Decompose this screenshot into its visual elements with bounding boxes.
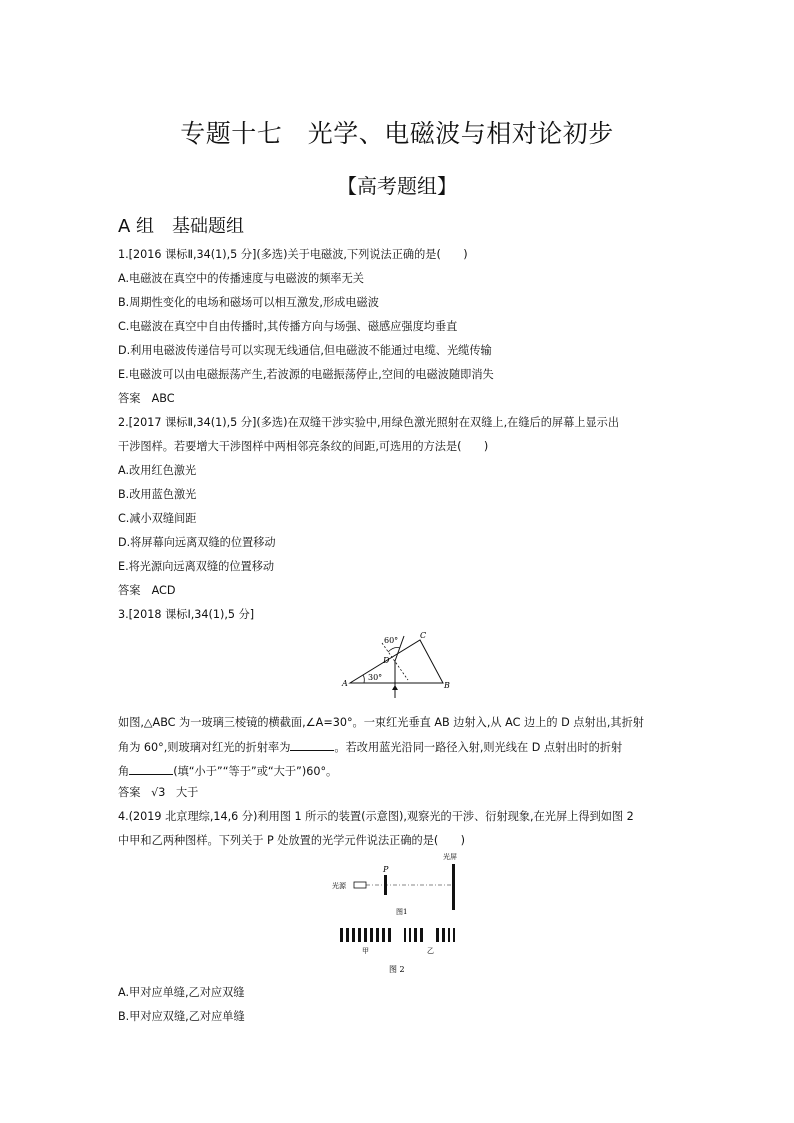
light-screen [452, 864, 455, 910]
q2-option-e: E.将光源向远离双缝的位置移动 [118, 560, 275, 573]
pattern-yi [404, 928, 455, 942]
q2-stem-line2: 干涉图样。若要增大干涉图样中两相邻亮条纹的间距,可选用的方法是( ) [118, 440, 489, 453]
q2-option-a: A.改用红色激光 [118, 464, 197, 477]
q3-stem: 3.[2018 课标Ⅰ,34(1),5 分] [118, 608, 255, 621]
q3-text-line2 [118, 740, 622, 755]
q2-stem-line1: 2.[2017 课标Ⅱ,34(1),5 分](多选)在双缝干涉实验中,用绿色激光照射在双缝上,在缝后的屏幕上显示出 [118, 416, 620, 429]
q3-answer-word: 大于 [175, 786, 199, 799]
q2-option-b: B.改用蓝色激光 [118, 488, 197, 501]
label-60: 60° [384, 636, 399, 645]
q1-option-b: B.周期性变化的电场和磁场可以相互激发,形成电磁波 [118, 296, 379, 309]
q3-answer [118, 786, 198, 800]
q4-option-a: A.甲对应单缝,乙对应双缝 [118, 986, 245, 999]
apparatus-figure-1 [330, 850, 470, 918]
q1-stem: 1.[2016 课标Ⅱ,34(1),5 分](多选)关于电磁波,下列说法正确的是( ) [118, 248, 468, 261]
q3-text-line2-a: 角为 60°,则玻璃对红光的折射率为 [118, 741, 291, 754]
label-d: D [383, 656, 390, 665]
fig1-caption: 图1 [396, 908, 408, 916]
label-30: 30° [368, 673, 383, 682]
label-a: A [342, 679, 348, 688]
q2-option-d: D.将屏幕向远离双缝的位置移动 [118, 536, 276, 549]
pattern-figure-2 [336, 922, 462, 978]
light-source [354, 882, 366, 888]
q3-answer-label: 答案 [118, 786, 141, 799]
q2-option-c: C.减小双缝间距 [118, 512, 197, 525]
fig2-caption: 图 2 [389, 965, 405, 974]
q1-option-c: C.电磁波在真空中自由传播时,其传播方向与场强、磁感应强度均垂直 [118, 320, 458, 333]
light-source-label: 光源 [332, 882, 346, 890]
group-heading: A 组 基础题组 [118, 216, 245, 237]
q1-option-a: A.电磁波在真空中的传播速度与电磁波的频率无关 [118, 272, 364, 285]
section-subtitle: 【高考题组】 [337, 174, 457, 198]
fill-blank-1 [290, 740, 334, 751]
pattern-jia [340, 928, 391, 942]
element-p [384, 875, 387, 895]
q1-answer: 答案 ABC [118, 392, 175, 405]
q3-text-line3 [118, 764, 337, 779]
q1-option-e: E.电磁波可以由电磁振荡产生,若波源的电磁振荡停止,空间的电磁波随即消失 [118, 368, 494, 381]
screen-label: 光屏 [443, 853, 457, 861]
fill-blank-2 [129, 764, 173, 775]
angle-30-arc [363, 675, 364, 683]
q1-option-d: D.利用电磁波传递信号可以实现无线通信,但电磁波不能通过电缆、光缆传输 [118, 344, 492, 357]
p-label: P [383, 865, 389, 874]
q3-text-line1: 如图,△ABC 为一玻璃三棱镜的横截面,∠A=30°。一束红光垂直 AB 边射入,从 AC 边上的 D 点射出,其折射 [118, 716, 644, 729]
q2-answer: 答案 ACD [118, 584, 176, 597]
label-yi: 乙 [427, 947, 434, 955]
page-title: 专题十七 光学、电磁波与相对论初步 [180, 119, 614, 148]
q4-stem-line1: 4.(2019 北京理综,14,6 分)利用图 1 所示的装置(示意图),观察光的干涉、衍射现象,在光屏上得到如图 2 [118, 810, 634, 823]
ray-arrow [392, 685, 398, 690]
label-b: B [444, 681, 450, 690]
label-jia: 甲 [362, 947, 369, 955]
q4-option-b: B.甲对应双缝,乙对应单缝 [118, 1010, 245, 1023]
q3-answer-sqrt: √3 [151, 786, 166, 799]
q3-text-line3-a: 角 [118, 765, 130, 778]
q3-text-line2-b: 。若改用蓝光沿同一路径入射,则光线在 D 点射出时的折射 [334, 741, 623, 754]
label-c: C [420, 631, 427, 640]
q3-text-line3-b: (填“小于”“等于”或“大于”)60°。 [173, 765, 338, 778]
prism-figure [338, 630, 458, 702]
q4-stem-line2: 中甲和乙两种图样。下列关于 P 处放置的光学元件说法正确的是( ) [118, 834, 466, 847]
